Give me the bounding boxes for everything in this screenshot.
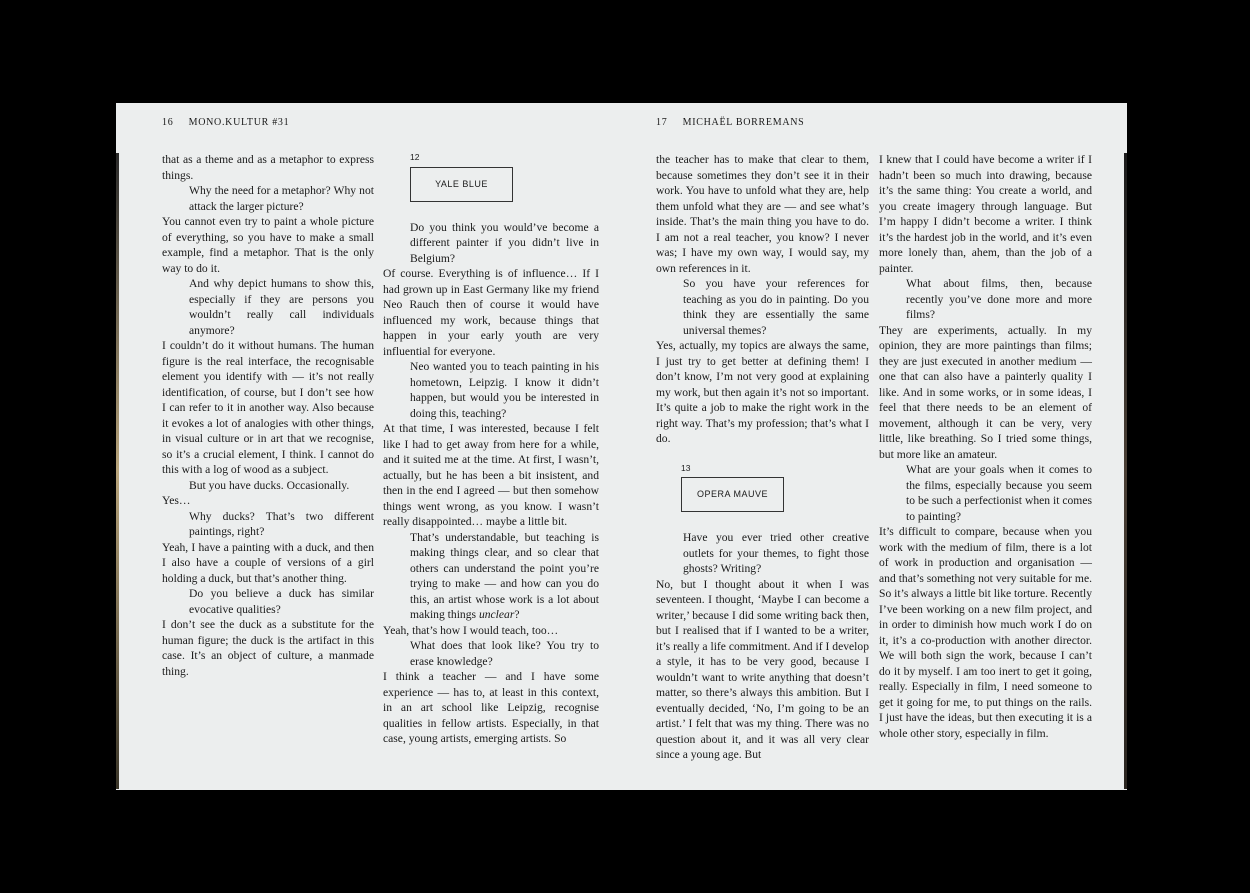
interview-question: Do you believe a duck has similar evocative qualities? [189, 587, 374, 616]
color-swatch-label: OPERA MAUVE [681, 477, 784, 512]
right-page-edge [1124, 153, 1127, 789]
interview-text [383, 220, 599, 747]
interview-question: That’s understandable, but teaching is making things clear, and so clear that others can understand the point you’re trying to make — and how can you do this, an artist whose work is a lot about making things unclear? [410, 530, 599, 621]
interview-answer: I couldn’t do it without humans. The human figure is the real interface, the recognisable element you identify with — it’s not really identification, of course, but I don’t see how I can refer to it in another way. Also because it evokes a lot of analogies with other things, in visual culture or in art that we recognise, so it’s a crucial element, I think. I cannot do this with a log of wood as a subject. [162, 339, 374, 476]
interview-answer: I knew that I could have become a writer if I hadn’t been so much into drawing, because it’s the same thing: You create a world, and you create imagery through language. But I’m happy I didn’t become a writer. I think it’s the hardest job in the world, and it’s even more lonely than, ahem, than the job of a painter. [879, 153, 1092, 275]
interview-text [656, 152, 869, 447]
interview-question: Neo wanted you to teach painting in his hometown, Leipzig. I know it didn’t happen, but would you be interested in doing this, teaching? [410, 360, 599, 420]
interview-answer: the teacher has to make that clear to them, because sometimes they don’t see it in their work. You have to unfold what they are, help them unfold what they are — and see what’s inside. That’s the main thing you have to do. I am not a real teacher, you know? I never was; I have my own way, I would say, my own references in it. [656, 153, 869, 275]
interview-answer: Yes, actually, my topics are always the same, I just try to get better at defining them! I don’t know, I’m not very good at explaining my work, but then again it’s not so important. It’s quite a job to make the right work in the right way. That’s my profession; that’s what I do. [656, 339, 869, 445]
page-number: 16 [162, 117, 174, 128]
interview-question: Have you ever tried other creative outlets for your themes, to fight those ghosts? Writing? [683, 531, 869, 575]
interview-answer: I think a teacher — and I have some experience — has to, at least in this context, in an art school like Leipzig, recognise qualities in fellow artists. Especially, in that case, young artists, emerging artists. So [383, 670, 599, 745]
running-title: MICHAËL BORREMANS [682, 117, 805, 128]
interview-question: And why depict humans to show this, especially if they are persons you wouldn’t really call individuals anymore? [189, 277, 374, 337]
swatch-number: 12 [410, 152, 420, 162]
swatch-number: 13 [681, 462, 691, 473]
page-number: 17 [656, 117, 668, 128]
interview-answer: It’s difficult to compare, because when you work with the medium of film, there is a lot of work in production and organisation — and that’s something not very suitable for me. So it’s always a little bit like torture. Recently I’ve been working on a new film project, and in order to diminish how much work I do on it, it’s a co-production with another director. We will both sign the work, because I can’t do it by myself. I am too inert to get it going, really. Especially in film, I need someone to get it going for me, to put things on the rails. I just have the ideas, but then executing it is a whole other story, especially in film. [879, 525, 1092, 740]
interview-answer: Of course. Everything is of influence… If I had grown up in East Germany like my friend Neo Rauch then of course it would have influenced my work, because things that happen in your early youth are very influential for everyone. [383, 267, 599, 358]
left-page-column-1 [162, 152, 374, 679]
interview-answer: They are experiments, actually. In my opinion, they are more paintings than films; they are just executed in another medium — one that can also have a painterly quality I like. And in some works, or in some ideas, I feel that there needs to be an element of movement, although it can be very, very little, like breathing. So I tried some things, but more like an amateur. [879, 323, 1092, 461]
interview-answer: I don’t see the duck as a substitute for the human figure; the duck is the artifact in this case. It’s an object of culture, a manmade thing. [162, 618, 374, 678]
left-page-column-2 [383, 150, 599, 747]
interview-question: What about films, then, because recently you’ve done more and more films? [906, 277, 1092, 321]
interview-answer: No, but I thought about it when I was seventeen. I thought, ‘Maybe I can become a writer,’ because I did some writing back then, but I realised that if I wanted to be a writer, it’s really a life commitment. And if I develop a style, it has to be very good, because I wouldn’t want to write anything that doesn’t matter, so there’s always this ambition. But I eventually decided, ‘No, I’m going to be an artist.’ I felt that was my thing. There was no question about it, and it was all very clear since a young age. But [656, 577, 869, 761]
color-swatch-label: YALE BLUE [410, 167, 513, 202]
left-page-edge [116, 153, 119, 789]
interview-answer: Yes… [162, 494, 191, 507]
interview-question: But you have ducks. Occasionally. [189, 478, 350, 492]
interview-question: What are your goals when it comes to the films, especially because you seem to be such a perfectionist when it comes to painting? [906, 463, 1092, 523]
interview-answer: You cannot even try to paint a whole picture of everything, so you have to make a small example, find a metaphor. That is the only way to do it. [162, 215, 374, 275]
interview-answer: At that time, I was interested, because I felt like I had to get away from here for a while, and it suited me at the time. At first, I wasn’t, actually, but he has been a bit insistent, and then in the end I agreed — but then somehow things went wrong, as you know. I wasn’t really disappointed… maybe a little bit. [383, 422, 599, 528]
interview-answer: Yeah, I have a painting with a duck, and then I also have a couple of versions of a girl holding a duck, but that’s another thing. [162, 540, 374, 585]
emphasis-word: unclear [478, 608, 515, 621]
interview-question: Why the need for a metaphor? Why not attack the larger picture? [189, 184, 374, 213]
interview-question: So you have your references for teaching as you do in painting. Do you think they are essentially the same universal themes? [683, 277, 869, 337]
left-page-header [162, 117, 289, 128]
interview-text [656, 530, 869, 763]
interview-question: What does that look like? You try to erase knowledge? [410, 639, 599, 668]
interview-question: Do you think you would’ve become a different painter if you didn’t live in Belgium? [410, 220, 599, 265]
right-page-column-2 [879, 152, 1092, 741]
interview-question: Why ducks? That’s two different paintings, right? [189, 509, 374, 538]
interview-answer: that as a theme and as a metaphor to express things. [162, 153, 374, 182]
interview-answer: Yeah, that’s how I would teach, too… [383, 623, 559, 637]
running-title: MONO.KULTUR #31 [188, 117, 290, 128]
right-page-column-1 [656, 152, 869, 763]
right-page-header [656, 117, 804, 128]
